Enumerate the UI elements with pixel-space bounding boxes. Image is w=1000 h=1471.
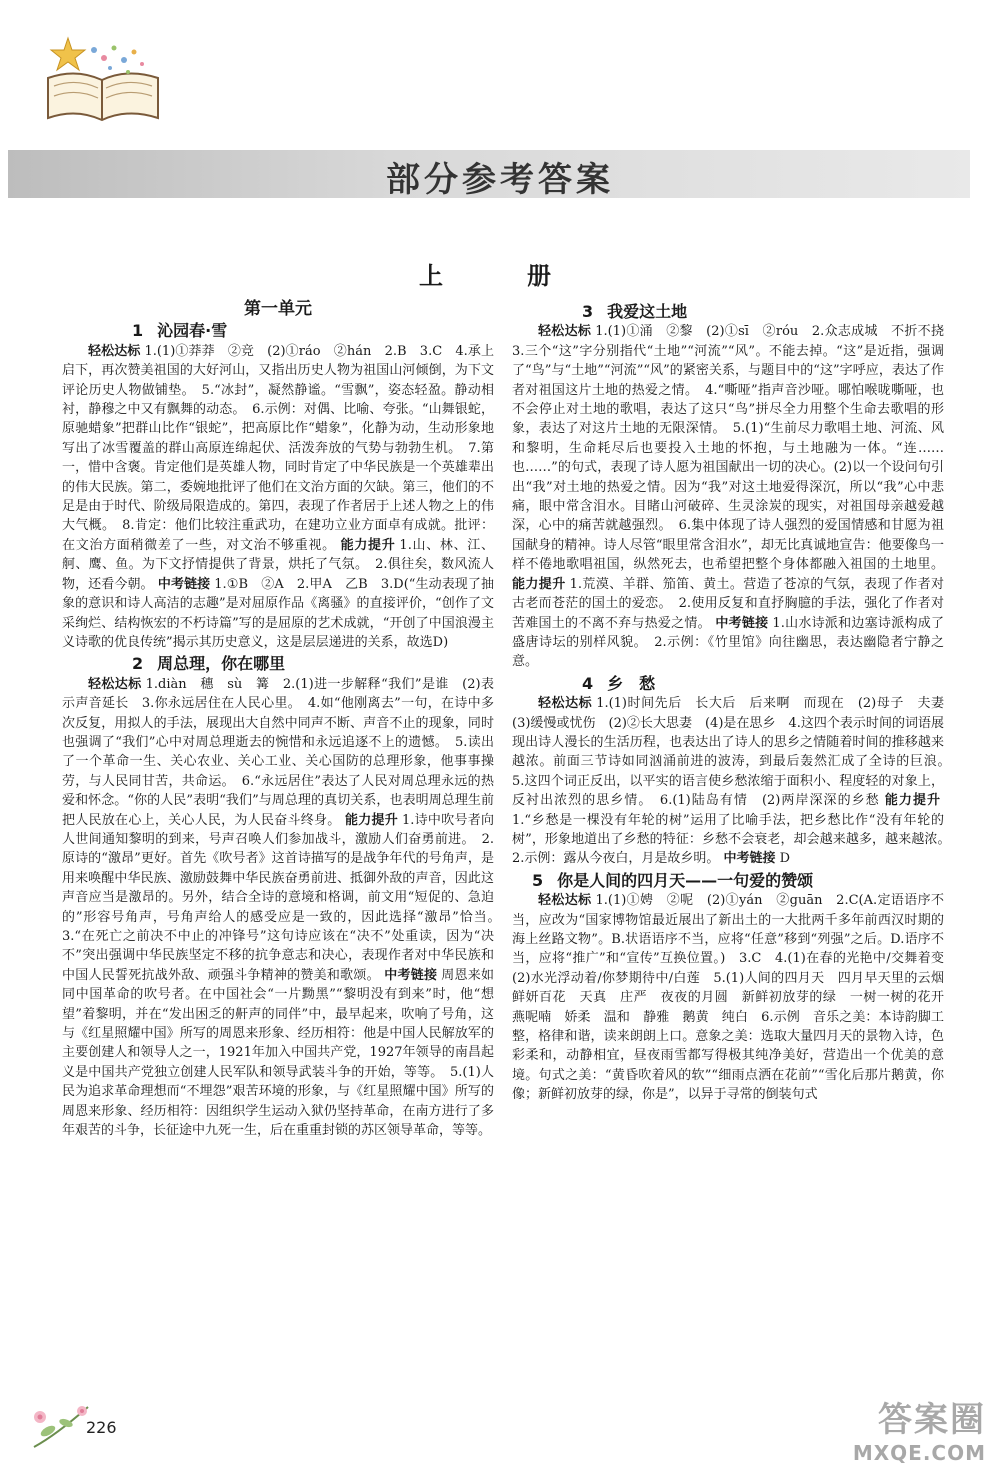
section-tag: 能力提升: [884, 793, 940, 809]
section-tag: 中考链接: [715, 615, 769, 631]
lesson-number: 5: [532, 870, 544, 890]
section-tag: 中考链接: [723, 851, 776, 867]
lesson-2-heading: [132, 654, 494, 673]
answer-text: 1.(1)时间先后 长大后 后来啊 而现在 (2)母子 夫妻 (3)缓慢或忧伤 (2)②长大思妻 (4)是在思乡 4.这四个表示时间的词语展现出诗人漫长的生活历程，也表达出了诗人的思乡之情随着时间的推移越来越浓。前面三节诗如同汹涌前进的波涛，到最后轰然汇成了全诗的巨浪。 5.这四个词正反出，以平实的语言使乡愁浓缩于面积小、程度轻的对象上，反衬出浓烈的思乡情。 6.(1)陆岛有情 (2)两岸深深的乡愁: [512, 696, 958, 809]
right-column: [512, 300, 958, 1440]
lesson-number: 4: [582, 673, 594, 693]
lesson-5-heading: [532, 871, 944, 890]
left-column: [62, 299, 508, 1440]
lesson-title: 乡 愁: [607, 673, 656, 693]
lesson-title: 你是人间的四月天——一句爱的赞颂: [557, 870, 814, 890]
answer-text: 1.(1)①莽莽 ②竞 (2)①ráo ②hán 2.B 3.C 4.承上启下，再次赞美祖国的大好河山，又指出历史人物为祖国山河倾倒，为下文评论历史人物做铺垫。 5.“冰封”，凝然静谧。“雪飘”，姿态轻盈。静动相衬，静穆之中又有飘舞的动态。 6.示例：对偶、比喻、夸张。“山舞银蛇，原驰蜡象”把群山比作“银蛇”，把高原比作“蜡象”，化静为动，生动形象地写出了冰雪覆盖的群山高原连绵起伏、活泼奔放的气势与勃勃生机。 7.第一，惜中含褒。肯定他们是英雄人物，同时肯定了中华民族是一个英雄辈出的伟大民族。第二，委婉地批评了他们在文治方面的欠缺。第三，他们的不足是由于时代、阶级局限造成的。第四，表现了作者居于上述人物之上的伟大气概。 8.肯定：他们比较注重武功，在建功立业方面卓有成就。批评：在文治方面稍微差了一些，对文治不够重视。: [62, 343, 494, 553]
page-number: 226: [86, 1418, 117, 1437]
lesson-title: 我爱这土地: [607, 302, 688, 321]
answer-text: 1.①B ②A 2.甲A 乙B 3.D(“生动表现了抽象的意识和诗人高洁的志趣”是对屈原作品《离骚》的直接评价，“创作了文采绚烂、结构恢宏的不朽诗篇”写的是屈原的艺术成就，“开创了中国浪漫主义诗歌的优良传统”揭示其历史意义，这是层层递进的关系，故选D): [62, 576, 494, 650]
answer-text: 1.(1)①娉 ②呢 (2)①yán ②guān 2.C(A.定语语序不当，应改为“国家博物馆最近展出了新出土的一大批两千多年前西汉时期的海上丝路文物”。B.状语语序不当，应将“任意”移到“列强”之后。D.语序不当，应将“推广”和“宣传”互换位置。) 3.C 4.(1)在春的光艳中/交舞着变 (2)水光浮动着/你梦期待中/白莲 5.(1)人间的四月天 四月早天里的云烟 鲜妍百花 天真 庄严 夜夜的月圆 新鲜初放芽的绿 一树一树的花开 燕呢喃 娇柔 温和 静雅 鹅黄 纯白 6.示例 音乐之美：本诗韵脚工整，格律和谐，读来朗朗上口。意象之美：选取大量四月天的景物入诗，色彩柔和，动静相宜，昼夜雨雪都写得极其纯净美好，营造出一个优美的意境。句式之美：“黄昏吹着风的软”“细雨点洒在花前”“雪化后那片鹅黄，你像；新鲜初放芽的绿，你是”，以异于寻常的倒装句式: [512, 893, 958, 1103]
lesson-title: 沁园春·雪: [157, 321, 228, 341]
lesson-2-easy: [62, 675, 508, 1141]
answer-text: 1.(1)①涌 ②黎 (2)①sī ②róu 2.众志成城 不折不挠 3.三个“这”字分别指代“土地”“河流”“风”。不能去掉。“这”是近指，强调了“鸟”与“土地”“河流”“风”的紧密关系，与题目中的“这”字呼应，表达了作者对祖国这片土地的热爱之情。 4.“嘶哑”指声音沙哑。哪怕喉咙嘶哑，也不会停止对土地的歌唱，表达了这只“鸟”拼尽全力用整个生命去歌唱的形象，表达了对这片土地的无限深情。 5.(1)“生前尽力歌唱土地、河流、风和黎明，生命耗尽后也要投入土地的怀抱，与土地融为一体。“连……也……”的句式，表现了诗人愿为祖国献出一切的决心。(2)以一个设问句引出“我”对土地的热爱之情。因为“我”对这土地爱得深沉，所以“我”心中悲痛，眼中常含泪水。目睹山河破碎、生灵涂炭的现实，对祖国母亲越爱越深，心中的痛苦就越强烈。 6.集中体现了诗人强烈的爱国情感和甘愿为祖国献身的精神。诗人尽管“眼里常含泪水”，却无比真诚地宣告：他要像鸟一样不倦地歌唱祖国，纵然死去，也希望把整个身体都融入祖国的土地里。: [512, 324, 957, 573]
lesson-1-heading: [132, 321, 494, 340]
answer-text: 1.“乡愁是一棵没有年轮的树”运用了比喻手法，把乡愁比作“没有年轮的树”，形象地道出了乡愁的特征：乡愁不会衰老，却会越来越多，越来越浓。 2.示例：露从今夜白，月是故乡明。: [512, 812, 958, 867]
lesson-3-heading: [582, 302, 944, 321]
section-tag: 能力提升: [340, 537, 396, 553]
answer-text: 1.诗中吹号者向人世间通知黎明的到来，号声召唤人们参加战斗，激励人们奋勇前进。 2.原诗的“激昂”更好。首先《吹号者》这首诗描写的是战争年代的号角声，是用来唤醒中华民族、激励鼓舞中华民族奋勇前进、抵御外敌的声音，因此这声音应当是激昂的。另外，结合全诗的意境和格调，前文用“短促的、急迫的”形容号角声，号角声给人的感受应是一致的，因此选择“激昂”恰当。 3.“在死亡之前决不中止的冲锋号”这句诗应该在“决不”处重读，因为“决不”突出强调中华民族坚定不移的抗争意志和决心，表现作者对中华民族和中国人民誓死抗战外敌、顽强斗争精神的赞美和歌颂。: [62, 812, 508, 983]
lesson-1-easy: [62, 342, 494, 653]
section-tag: 中考链接: [384, 967, 438, 983]
volume-title: 上 册: [419, 261, 581, 290]
lesson-number: 2: [132, 654, 144, 674]
lesson-title: 周总理，你在哪里: [157, 654, 286, 674]
lesson-5-easy: [512, 891, 958, 1104]
section-tag: 轻松达标: [538, 893, 592, 909]
answer-text: 1.荒漠、羊群、笳笛、黄土。营造了苍凉的气氛，表现了作者对古老而苍茫的国土的爱恋。 2.使用反复和直抒胸臆的手法，强化了作者对苦难国土的不离不弃与热爱之情。: [512, 576, 944, 631]
page-title: 部分参考答案: [386, 160, 614, 200]
section-tag: 轻松达标: [538, 324, 592, 340]
section-tag: 轻松达标: [88, 343, 141, 359]
answer-text: 1.山、林、江、舸、鹰、鱼。为下文抒情提供了背景，烘托了气氛。 2.俱往矣，数风流人物，还看今朝。: [62, 537, 494, 592]
watermark-logo: 答案圈: [878, 1400, 986, 1440]
answer-text: 1.山水诗派和边塞诗派构成了盛唐诗坛的别样风貌。 2.示例：《竹里馆》向往幽思，表达幽隐者宁静之意。: [512, 615, 944, 670]
lesson-number: 1: [132, 321, 144, 341]
section-tag: 轻松达标: [538, 696, 593, 712]
lesson-4-easy: [512, 694, 958, 869]
book-stars-icon: [38, 30, 168, 125]
answer-text: 1.diàn 穗 sù 篝 2.(1)进一步解释“我们”是谁 (2)表示声音延长 3.你永远居住在人民心里。 4.如“他刚离去”一句，在诗中多次反复，用拟人的手法，展现出大自然中同声不断、声音不止的现象，同时也强调了“我们”心中对周总理逝去的惋惜和永远追逐不上的遗憾。 5.读出了一个革命一生、关心农业、关心工业、关心国防的总理形象，他事事操劳，与人民同甘苦，共命运。 6.“永远居住”表达了人民对周总理永远的热爱和怀念。“你的人民”表明“我们”与周总理的真切关系，也表明周总理生前把人民放在心上，关心人民，为人民奋斗终身。: [62, 676, 494, 828]
answer-text: D: [779, 851, 790, 867]
lesson-3-easy: [512, 322, 957, 671]
section-tag: 能力提升: [344, 812, 398, 828]
section-tag: 能力提升: [512, 576, 566, 592]
answer-text: 周恩来如同中国革命的吹号者。在中国社会“一片黝黑”“黎明没有到来”时，他“想望”着黎明，并在“发出困乏的鼾声的同伴”中，最早起来，吹响了号角，这与《红星照耀中国》所写的周恩来形象、经历相符：他是中国人民解放军的主要创建人和领导人之一，1921年加入中国共产党，1927年领导的南昌起义是中国共产党独立创建人民军队和领导武装斗争的开始，等等。 5.(1)人民为追求革命理想而“不埋怨”艰苦环境的形象，与《红星照耀中国》所写的周恩来形象、经历相符：因组织学生运动入狱仍坚持革命，在南方进行了多年艰苦的斗争，长征途中九死一生，后在重重封锁的苏区领导革命，等等。: [62, 967, 494, 1139]
watermark: [853, 1392, 986, 1465]
section-tag: 中考链接: [157, 576, 211, 592]
lesson-number: 3: [582, 302, 594, 321]
watermark-url: MXQE.COM: [852, 1441, 986, 1465]
lesson-4-heading: [582, 674, 944, 693]
unit-heading: 第一单元: [244, 299, 312, 319]
section-tag: 轻松达标: [88, 676, 142, 692]
